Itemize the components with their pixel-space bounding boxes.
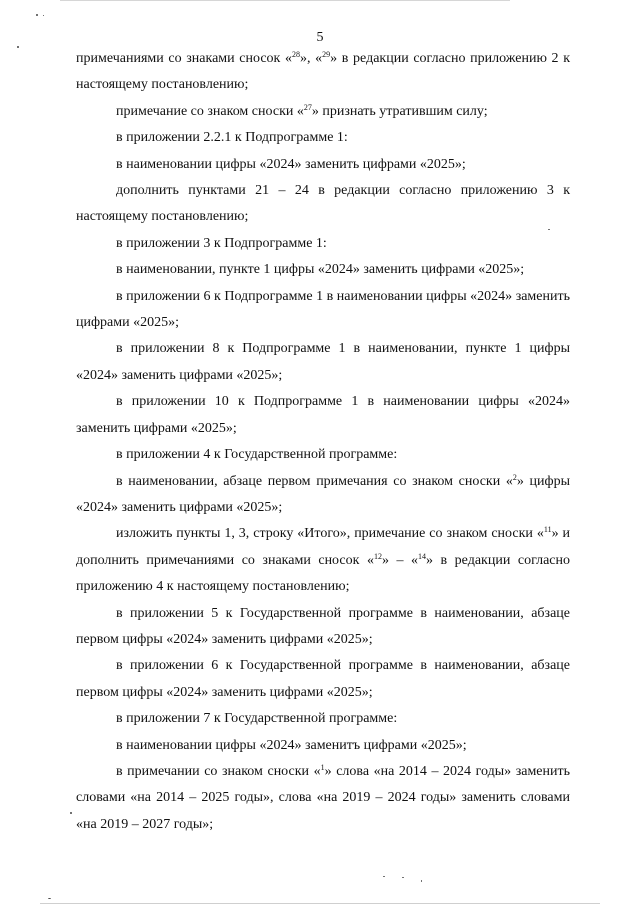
paragraph: в наименовании цифры «2024» заменить цифрами «2025»;	[116, 156, 466, 172]
scan-speck	[36, 14, 38, 16]
scan-speck	[43, 15, 44, 16]
scan-speck	[548, 229, 550, 230]
paragraph: в приложении 7 к Государственной программе:	[116, 711, 398, 727]
footnote-mark: 14	[418, 551, 427, 561]
scan-speck	[70, 812, 72, 814]
footnote-mark: 12	[373, 551, 382, 561]
footnote-mark: 28	[292, 50, 300, 59]
footnote-mark: 1	[320, 762, 325, 772]
paragraph: в приложении 6 к Государственной программе в наименовании, абзаце первом цифры «2024» заменить цифрами «2025»;	[76, 658, 570, 700]
paragraph: в наименовании цифры «2024» заменитъ цифрами «2025»;	[116, 737, 467, 753]
paragraph: примечаниями со знаками сносок «$^{28}$», «$^{29}$» в редакции согласно приложению 2 к настоящему постановлению;	[76, 50, 571, 93]
scan-speck	[383, 876, 385, 877]
scan-speck	[402, 877, 404, 878]
paragraph: в приложении 3 к Подпрограмме 1:	[116, 235, 327, 251]
paragraph: в приложении 6 к Подпрограмме 1 в наименовании цифры «2024» заменить цифрами «2025»;	[76, 288, 570, 331]
paragraph: в приложении 10 к Подпрограмме 1 в наименовании цифры «2024» заменить цифрами «2025»;	[76, 394, 570, 436]
paragraph: в приложении 8 к Подпрограмме 1 в наименовании, пункте 1 цифры «2024» заменить цифрами «2025»;	[76, 341, 570, 383]
paragraph: в приложении 5 к Государственной программе в наименовании, абзаце первом цифры «2024» заменить цифрами «2025»;	[76, 605, 570, 647]
paragraph: в приложении 2.2.1 к Подпрограмме 1:	[116, 130, 348, 146]
paragraph: в наименовании, абзаце первом примечания со знаком сноски «$^2$» цифры «2024» заменить цифрами «2025»;	[76, 472, 570, 515]
page-number: 5	[316, 30, 324, 45]
document-body	[76, 46, 570, 838]
scan-edge-top	[60, 0, 510, 1]
footnote-mark: 29	[322, 50, 331, 59]
scan-speck	[48, 898, 51, 899]
scan-speck	[421, 880, 422, 882]
paragraph: дополнить пунктами 21 – 24 в редакции согласно приложению 3 к настоящему постановлению;	[76, 183, 570, 225]
footnote-mark: 2	[512, 472, 517, 482]
footnote-mark: 11	[543, 525, 552, 535]
paragraph: в приложении 4 к Государственной программе:	[116, 447, 398, 463]
scan-speck	[17, 46, 19, 48]
scan-edge-bottom	[40, 903, 600, 904]
footnote-mark: 27	[303, 102, 312, 112]
paragraph: в примечании со знаком сноски «$^1$» слова «на 2014 – 2024 годы» заменить словами «на 2014 – 2025 годы», слова «на 2019 – 2024 годы» заменить словами «на 2019 – 2027 годы»;	[76, 762, 571, 832]
paragraph: примечание со знаком сноски «$^{27}$» признать утратившим силу;	[116, 102, 488, 119]
paragraph: в наименовании, пункте 1 цифры «2024» заменить цифрами «2025»;	[116, 262, 525, 278]
paragraph: изложить пункты 1, 3, строку «Итого», примечание со знаком сноски «$^{11}$» и дополнить примечаниями со знаками сносок «$^{12}$» – «$^{14}$» в редакции согласно приложению 4 к настоящему постановлению;	[76, 525, 571, 595]
